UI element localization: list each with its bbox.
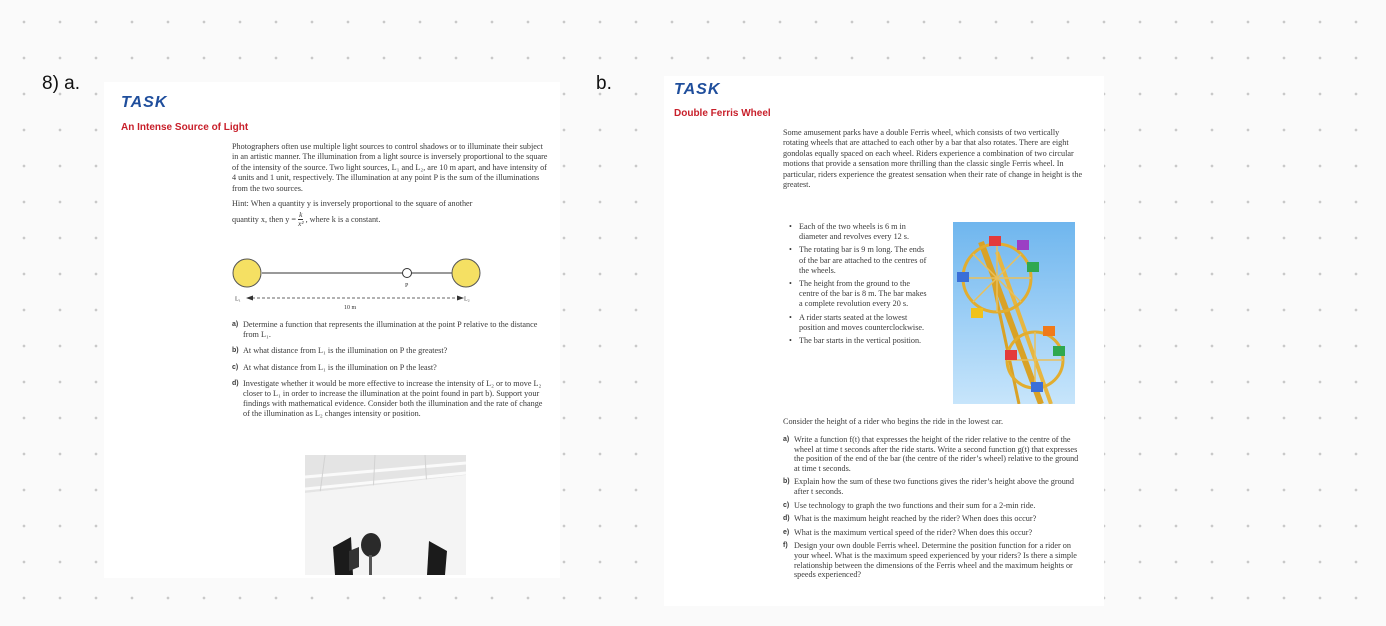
studio-lighting-photo [305,455,466,575]
question-item-b [783,477,1085,496]
question-text: Write a function f(t) that expresses the height of the rider relative to the centre of the wheel at time t seconds after the ride starts. Write a second function g(t) that expresses the position of the end of the bar (the centre of the rider’s wheel) relative to the ground at time t seconds. [794,435,1079,473]
question-8a-label: 8) a. [42,73,81,94]
question-text: At what distance from L₁ is the illumination on P the least? [243,362,437,372]
task-heading: TASK [674,81,721,98]
light-questions [232,320,546,426]
intro-paragraph: Photographers often use multiple light sources to control shadows or to illuminate their subject in an artistic manner. The illumination from a light source is inversely proportional to the square of the intensity of the source. Two light sources, L₁ and L₂, are 10 m apart, and have intensity of 4 units and 1 unit, respectively. The illumination at any point P is the sum of the illuminations from the two sources. [232,142,548,193]
studio-photo-drawing [305,455,466,575]
question-item-a [232,320,546,340]
question-letter: f) [783,542,788,550]
question-letter: b) [783,478,790,486]
hint-line: Hint: When a quantity y is inversely proportional to the square of another [232,199,473,209]
ferris-questions [783,435,1085,580]
question-text: Design your own double Ferris wheel. Determine the position function for a rider on your wheel. What is the maximum speed experienced by your riders? Is there a simple relationship between the dimensions of the Ferris wheel and the maximum heights or speeds experienced? [794,541,1077,580]
question-item-b [232,346,546,356]
question-letter: d) [232,379,239,387]
hint-formula [232,211,548,228]
hint-text-a: quantity x, then y = [232,214,296,224]
question-text: Determine a function that represents the illumination at the point P relative to the distance from L₁. [243,320,538,340]
point-p [403,269,412,278]
distance-label: 10 m [344,305,357,311]
question-text: Use technology to graph the two functions and their sum for a 2-min ride. [794,500,1036,510]
fact-item: • The bar starts in the vertical position. [789,336,931,346]
point-p-label: P [405,283,409,289]
question-letter: d) [783,515,790,523]
task-subtitle: Double Ferris Wheel [674,108,771,119]
ferris-intro: Some amusement parks have a double Ferris wheel, which consists of two vertically rotating wheels that are attached to each other by a bar that also rotates. There are eight gondolas equally spaced on each wheel. Riders experience a combination of two circular motions that provide a sensation more thrilling than the classic single Ferris wheel. In particular, riders experience the greatest sensation when their rate of change in height is the greatest. [783,128,1083,190]
l1-label: L₁ [235,296,241,303]
question-item-f [783,541,1085,579]
fraction-numerator: k [299,210,303,220]
question-item-c [783,501,1085,511]
arrow-left-icon [246,296,253,301]
ferris-photo-drawing [953,222,1075,404]
fact-item: • The rotating bar is 9 m long. The ends of the bar are attached to the centres of the wheels. [789,245,931,276]
light-source-l1 [233,259,261,287]
question-item-d [783,514,1085,524]
question-text: At what distance from L₁ is the illumination on P the greatest? [243,346,448,356]
l2-label: L₂ [464,296,470,303]
question-letter: c) [232,363,239,371]
question-text: Explain how the sum of these two functions gives the rider’s height above the ground after t seconds. [794,477,1074,496]
ferris-consider: Consider the height of a rider who begins the ride in the lowest car. [783,417,1004,426]
fact-item: • Each of the two wheels is 6 m in diameter and revolves every 12 s. [789,222,931,242]
question-letter: c) [783,501,790,509]
question-item-e [783,528,1085,538]
question-8b-label: b. [596,73,612,94]
arrow-right-icon [457,296,464,301]
hint-fraction [298,211,304,228]
question-item-d [232,379,546,420]
question-letter: b) [232,347,239,355]
question-text: Investigate whether it would be more effective to increase the intensity of L₂ or to move L₂ closer to L₁ in order to increase the illumination at the point found in part b). Support your findings with mathematical evidence. Consider both the illumination and the rate of change of the illumination as L₂ changes intensity or position. [243,378,543,419]
question-text: What is the maximum vertical speed of the rider? When does this occur? [794,527,1033,537]
task-heading: TASK [121,94,168,111]
light-source-l2 [452,259,480,287]
hint-text-b: , where k is a constant. [305,214,381,224]
light-sources-diagram [226,254,496,314]
question-letter: a) [783,436,790,443]
ferris-facts [789,222,931,349]
question-text: What is the maximum height reached by the rider? When does this occur? [794,514,1037,524]
question-letter: e) [783,528,790,536]
question-item-c [232,363,546,373]
task-intro [232,142,548,228]
fact-item: • A rider starts seated at the lowest position and moves counterclockwise. [789,313,931,333]
question-item-a [783,435,1085,473]
task-subtitle: An Intense Source of Light [121,122,249,133]
question-letter: a) [232,321,239,328]
ferris-wheel-photo [953,222,1075,404]
fact-item: • The height from the ground to the centre of the bar is 8 m. The bar makes a complete revolution every 20 s. [789,279,931,310]
fraction-denominator: x² [297,219,304,229]
